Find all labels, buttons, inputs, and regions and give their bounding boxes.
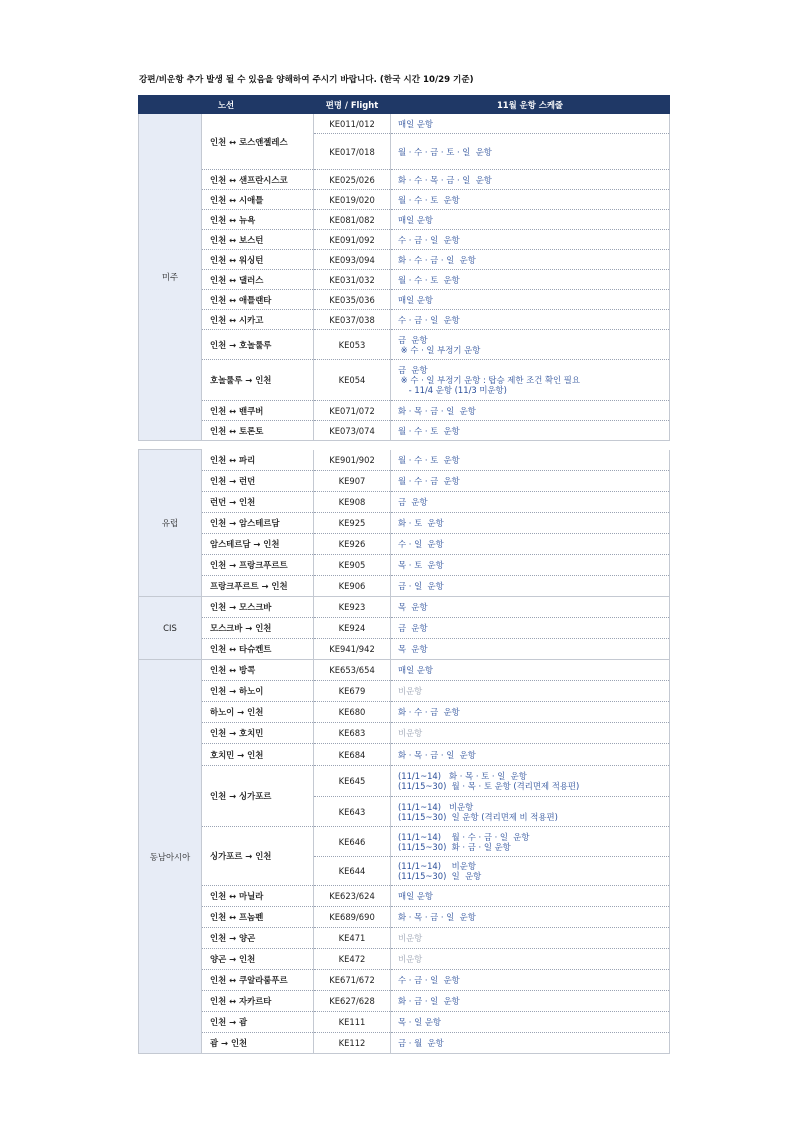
table-row <box>139 310 670 330</box>
route-cell: 인천 → 호놀룰루 <box>202 330 314 360</box>
flight-cell: KE053 <box>314 330 391 360</box>
header-schedule: 11월 운항 스케줄 <box>391 96 670 114</box>
route-cell: 인천 → 하노이 <box>202 681 314 702</box>
table-row <box>139 886 670 907</box>
table-row <box>139 723 670 744</box>
route-cell: 하노이 → 인천 <box>202 702 314 723</box>
route-cell: 인천 ↔ 보스턴 <box>202 230 314 250</box>
table-row <box>139 290 670 310</box>
route-cell: 인천 ↔ 로스앤젤레스 <box>202 114 314 170</box>
flight-cell: KE671/672 <box>314 970 391 991</box>
table-row <box>139 766 670 797</box>
schedule-cell: 수 · 금 · 일 운항 <box>391 230 670 250</box>
flight-cell: KE025/026 <box>314 170 391 190</box>
flight-cell: KE908 <box>314 492 391 513</box>
schedule-cell: 금 운항 <box>391 492 670 513</box>
table-row <box>139 949 670 970</box>
table-row <box>139 250 670 270</box>
schedule-cell: 매일 운항 <box>391 886 670 907</box>
flight-cell: KE689/690 <box>314 907 391 928</box>
table-row <box>139 827 670 857</box>
route-cell: 인천 ↔ 파리 <box>202 450 314 471</box>
schedule-cell: 월 · 수 · 토 운항 <box>391 450 670 471</box>
schedule-cell: (11/1~14) 화 · 목 · 토 · 일 운항 (11/15~30) 월 · 목 · 토 운항 (격리면제 적용편) <box>391 766 670 797</box>
table-row <box>139 534 670 555</box>
flight-cell: KE081/082 <box>314 210 391 230</box>
schedule-cell: (11/1~14) 월 · 수 · 금 · 일 운항 (11/15~30) 화 · 금 · 일 운항 <box>391 827 670 857</box>
table-row <box>139 928 670 949</box>
schedule-cell: 금 운항 ※ 수 · 일 부정기 운항 <box>391 330 670 360</box>
table-row <box>139 513 670 534</box>
route-cell: 싱가포르 → 인천 <box>202 827 314 886</box>
flight-cell: KE924 <box>314 618 391 639</box>
route-cell: 인천 → 모스크바 <box>202 597 314 618</box>
table-row <box>139 555 670 576</box>
flight-cell: KE627/628 <box>314 991 391 1012</box>
table-row <box>139 991 670 1012</box>
flight-cell: KE679 <box>314 681 391 702</box>
route-cell: 인천 ↔ 워싱턴 <box>202 250 314 270</box>
route-cell: 인천 ↔ 마닐라 <box>202 886 314 907</box>
route-cell: 인천 ↔ 뉴욕 <box>202 210 314 230</box>
table-row <box>139 1033 670 1054</box>
region-europe: 유럽 <box>139 450 202 597</box>
schedule-cell: 월 · 수 · 토 운항 <box>391 190 670 210</box>
flight-cell: KE923 <box>314 597 391 618</box>
route-cell: 인천 → 싱가포르 <box>202 766 314 827</box>
flight-cell: KE683 <box>314 723 391 744</box>
table-row <box>139 114 670 134</box>
flight-cell: KE031/032 <box>314 270 391 290</box>
flight-cell: KE093/094 <box>314 250 391 270</box>
flight-cell: KE643 <box>314 797 391 827</box>
table-row <box>139 170 670 190</box>
schedule-cell: (11/1~14) 비운항 (11/15~30) 일 운항 <box>391 857 670 886</box>
route-cell: 인천 → 괌 <box>202 1012 314 1033</box>
region-cis: CIS <box>139 597 202 660</box>
flight-cell: KE684 <box>314 744 391 766</box>
flight-cell: KE623/624 <box>314 886 391 907</box>
route-cell: 프랑크푸르트 → 인천 <box>202 576 314 597</box>
schedule-cell: 비운항 <box>391 681 670 702</box>
header-flight: 편명 / Flight <box>314 96 391 114</box>
route-cell: 호치민 → 인천 <box>202 744 314 766</box>
schedule-cell: 매일 운항 <box>391 210 670 230</box>
route-cell: 인천 → 양곤 <box>202 928 314 949</box>
flight-cell: KE091/092 <box>314 230 391 250</box>
schedule-cell: 화 · 수 · 금 · 일 운항 <box>391 250 670 270</box>
route-cell: 인천 ↔ 시애틀 <box>202 190 314 210</box>
schedule-cell: 매일 운항 <box>391 290 670 310</box>
schedule-cell: 수 · 금 · 일 운항 <box>391 970 670 991</box>
table-row <box>139 190 670 210</box>
route-cell: 인천 ↔ 댈러스 <box>202 270 314 290</box>
flight-cell: KE646 <box>314 827 391 857</box>
table-row <box>139 270 670 290</box>
schedule-cell: 화 · 목 · 금 · 일 운항 <box>391 744 670 766</box>
schedule-cell: 비운항 <box>391 723 670 744</box>
table-row <box>139 471 670 492</box>
header-route: 노선 <box>139 96 314 114</box>
schedule-cell: 화 · 목 · 금 · 일 운항 <box>391 907 670 928</box>
table-row <box>139 660 670 681</box>
flight-cell: KE906 <box>314 576 391 597</box>
table-row <box>139 421 670 441</box>
table-row <box>139 360 670 401</box>
flight-schedule-table <box>138 95 670 441</box>
flight-cell: KE019/020 <box>314 190 391 210</box>
schedule-cell: 목 · 토 운항 <box>391 555 670 576</box>
flight-cell: KE905 <box>314 555 391 576</box>
schedule-cell: (11/1~14) 비운항 (11/15~30) 일 운항 (격리면제 비 적용편) <box>391 797 670 827</box>
route-cell: 인천 ↔ 시카고 <box>202 310 314 330</box>
route-cell: 인천 ↔ 자카르타 <box>202 991 314 1012</box>
route-cell: 인천 ↔ 샌프란시스코 <box>202 170 314 190</box>
table-row <box>139 702 670 723</box>
route-cell: 괌 → 인천 <box>202 1033 314 1054</box>
flight-cell: KE112 <box>314 1033 391 1054</box>
flight-cell: KE111 <box>314 1012 391 1033</box>
flight-cell: KE925 <box>314 513 391 534</box>
schedule-cell: 금 · 일 운항 <box>391 576 670 597</box>
flight-cell: KE653/654 <box>314 660 391 681</box>
schedule-cell: 금 운항 <box>391 618 670 639</box>
flight-cell: KE017/018 <box>314 134 391 170</box>
schedule-cell: 화 · 수 · 금 운항 <box>391 702 670 723</box>
table-row <box>139 330 670 360</box>
table-row <box>139 210 670 230</box>
schedule-cell: 화 · 수 · 목 · 금 · 일 운항 <box>391 170 670 190</box>
route-cell: 호놀룰루 → 인천 <box>202 360 314 401</box>
schedule-cell: 월 · 수 · 토 운항 <box>391 421 670 441</box>
flight-cell: KE926 <box>314 534 391 555</box>
flight-cell: KE472 <box>314 949 391 970</box>
route-cell: 인천 ↔ 밴쿠버 <box>202 401 314 421</box>
flight-cell: KE644 <box>314 857 391 886</box>
route-cell: 양곤 → 인천 <box>202 949 314 970</box>
schedule-cell: 매일 운항 <box>391 114 670 134</box>
table-row <box>139 450 670 471</box>
table-row <box>139 744 670 766</box>
schedule-cell: 매일 운항 <box>391 660 670 681</box>
schedule-cell: 월 · 수 · 토 운항 <box>391 270 670 290</box>
schedule-cell: 목 · 일 운항 <box>391 1012 670 1033</box>
flight-cell: KE471 <box>314 928 391 949</box>
route-cell: 인천 ↔ 방콕 <box>202 660 314 681</box>
flight-cell: KE073/074 <box>314 421 391 441</box>
flight-schedule-table-2 <box>138 449 670 1054</box>
schedule-cell: 수 · 금 · 일 운항 <box>391 310 670 330</box>
schedule-cell: 월 · 수 · 금 운항 <box>391 471 670 492</box>
flight-cell: KE645 <box>314 766 391 797</box>
route-cell: 인천 → 런던 <box>202 471 314 492</box>
table-row <box>139 401 670 421</box>
flight-cell: KE011/012 <box>314 114 391 134</box>
route-cell: 런던 → 인천 <box>202 492 314 513</box>
schedule-cell: 비운항 <box>391 928 670 949</box>
region-americas: 미주 <box>139 114 202 441</box>
table-row <box>139 576 670 597</box>
flight-cell: KE037/038 <box>314 310 391 330</box>
schedule-cell: 금 · 월 운항 <box>391 1033 670 1054</box>
route-cell: 인천 ↔ 쿠알라룸푸르 <box>202 970 314 991</box>
table-row <box>139 681 670 702</box>
schedule-cell: 비운항 <box>391 949 670 970</box>
table-row <box>139 597 670 618</box>
route-cell: 인천 ↔ 애틀랜타 <box>202 290 314 310</box>
table-row <box>139 492 670 513</box>
table-row <box>139 1012 670 1033</box>
region-southeast-asia: 동남아시아 <box>139 660 202 1054</box>
notice-text: 강편/비운항 추가 발생 될 수 있음을 양해하여 주시기 바랍니다. (한국 시간 10/29 기준) <box>139 75 474 85</box>
route-cell: 인천 ↔ 타슈켄트 <box>202 639 314 660</box>
route-cell: 인천 → 프랑크푸르트 <box>202 555 314 576</box>
schedule-cell: 목 운항 <box>391 639 670 660</box>
table-row <box>139 639 670 660</box>
table-row <box>139 907 670 928</box>
table-row <box>139 970 670 991</box>
schedule-cell: 수 · 일 운항 <box>391 534 670 555</box>
schedule-cell: 월 · 수 · 금 · 토 · 일 운항 <box>391 134 670 170</box>
flight-cell: KE907 <box>314 471 391 492</box>
flight-cell: KE035/036 <box>314 290 391 310</box>
schedule-cell: 화 · 토 운항 <box>391 513 670 534</box>
route-cell: 인천 → 암스테르담 <box>202 513 314 534</box>
schedule-cell: 금 운항 ※ 수 · 일 부정기 운항 : 탑승 제한 조건 확인 필요 - 11/4 운항 (11/3 미운항) <box>391 360 670 401</box>
flight-cell: KE071/072 <box>314 401 391 421</box>
flight-cell: KE901/902 <box>314 450 391 471</box>
route-cell: 인천 ↔ 토론토 <box>202 421 314 441</box>
schedule-cell: 화 · 금 · 일 운항 <box>391 991 670 1012</box>
flight-cell: KE941/942 <box>314 639 391 660</box>
route-cell: 암스테르담 → 인천 <box>202 534 314 555</box>
table-row <box>139 230 670 250</box>
flight-cell: KE054 <box>314 360 391 401</box>
route-cell: 인천 → 호치민 <box>202 723 314 744</box>
table-row <box>139 618 670 639</box>
route-cell: 모스크바 → 인천 <box>202 618 314 639</box>
schedule-cell: 목 운항 <box>391 597 670 618</box>
schedule-cell: 화 · 목 · 금 · 일 운항 <box>391 401 670 421</box>
flight-cell: KE680 <box>314 702 391 723</box>
route-cell: 인천 ↔ 프놈펜 <box>202 907 314 928</box>
